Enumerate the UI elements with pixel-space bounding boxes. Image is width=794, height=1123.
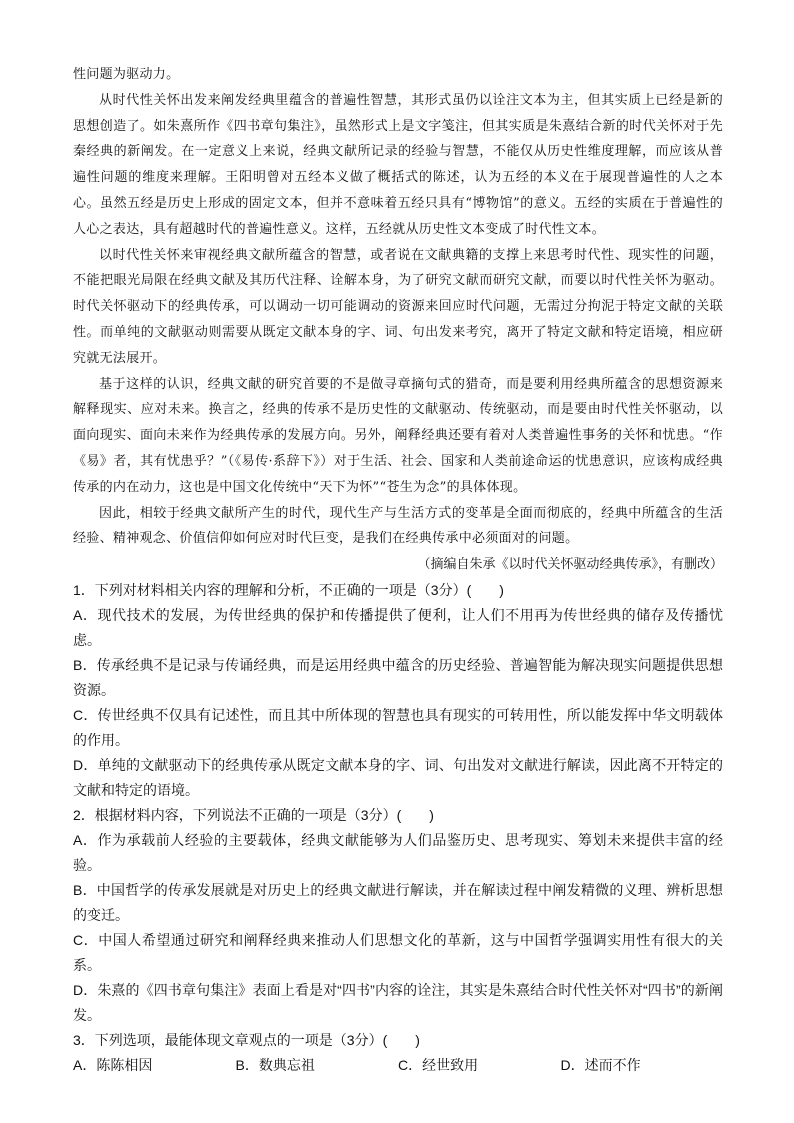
question-1-option-d: D．单纯的文献驱动下的经典传承从既定文献本身的字、词、句出发对文献进行解读，因此离不开特定的文献和特定的语境。 bbox=[73, 756, 723, 798]
passage-paragraph-4: 因此，相较于经典文献所产生的时代，现代生产与生活方式的变革是全面而彻底的，经典中所蕴含的生活经验、精神观念、价值信仰如何应对时代巨变，是我们在经典传承中必须面对的问题。 bbox=[73, 505, 723, 547]
question-3-stem: 3．下列选项，最能体现文章观点的一项是（3分）( ) bbox=[73, 1031, 420, 1048]
exam-page bbox=[73, 62, 723, 1078]
question-2-option-d: D．朱熹的《四书章句集注》表面上看是对“四书”内容的诠注，其实是朱熹结合时代性关怀对“四书”的新阐发。 bbox=[73, 981, 723, 1023]
question-2 bbox=[73, 803, 723, 1028]
question-3-options bbox=[73, 1053, 723, 1078]
question-1-option-c: C．传世经典不仅具有记述性，而且其中所体现的智慧也具有现实的可转用性，所以能发挥中华文明载体的作用。 bbox=[73, 706, 723, 748]
question-3-option-a: A．陈陈相因 bbox=[73, 1056, 153, 1073]
question-1-option-b: B．传承经典不是记录与传诵经典，而是运用经典中蕴含的历史经验、普遍智能为解决现实问题提供思想资源。 bbox=[73, 656, 723, 698]
passage-paragraph-0: 性问题为驱动力。 bbox=[73, 67, 180, 82]
question-3-option-d: D．述而不作 bbox=[560, 1056, 641, 1073]
question-2-stem: 2．根据材料内容，下列说法不正确的一项是（3分）( ) bbox=[73, 806, 434, 823]
passage-source: （摘编自朱承《以时代关怀驱动经典传承》，有删改） bbox=[417, 557, 723, 573]
question-2-option-b: B．中国哲学的传承发展就是对历史上的经典文献进行解读，并在解读过程中阐发精微的义理、辨析思想的变迁。 bbox=[73, 881, 723, 923]
question-1-option-a: A．现代技术的发展，为传世经典的保护和传播提供了便利，让人们不用再为传世经典的储存及传播忧虑。 bbox=[73, 606, 723, 648]
question-3-option-b: B．数典忘祖 bbox=[235, 1056, 315, 1073]
passage-paragraph-2: 以时代性关怀来审视经典文献所蕴含的智慧，或者说在文献典籍的支撑上来思考时代性、现实性的问题，不能把眼光局限在经典文献及其历代注释、诠解本身，为了研究文献而研究文献，而要以时代性关怀为驱动。时代关怀驱动下的经典传承，可以调动一切可能调动的资源来回应时代问题，无需过分拘泥于特定文献的关联性。而单纯的文献驱动则需要从既定文献本身的字、词、句出发来考究，离开了特定文献和特定语境，相应研究就无法展开。 bbox=[73, 247, 723, 366]
passage-paragraph-3: 基于这样的认识，经典文献的研究首要的不是做寻章摘句式的猎奇，而是要利用经典所蕴含的思想资源来解释现实、应对未来。换言之，经典的传承不是历史性的文献驱动、传统驱动，而是要由时代性关怀驱动，以面向现实、面向未来作为经典传承的发展方向。另外，阐释经典还要有着对人类普遍性事务的关怀和忧患。“作《易》者，其有忧患乎？”（《易传·系辞下》）对于生活、社会、国家和人类前途命运的忧患意识，应该构成经典传承的内在动力，这也是中国文化传统中“天下为怀”“苍生为念”的具体体现。 bbox=[73, 376, 723, 495]
passage-paragraph-1: 从时代性关怀出发来阐发经典里蕴含的普遍性智慧，其形式虽仍以诠注文本为主，但其实质上已经是新的思想创造了。如朱熹所作《四书章句集注》，虽然形式上是文字笺注，但其实质是朱熹结合新的时代关怀对于先秦经典的新阐发。在一定意义上来说，经典文献所记录的经验与智慧，不能仅从历史性维度理解，而应该从普遍性问题的维度来理解。王阳明曾对五经本义做了概括式的陈述，认为五经的本义在于展现普遍性的人之本心。虽然五经是历史上形成的固定文本，但并不意味着五经只具有“博物馆”的意义。五经的实质在于普遍性的人心之表达，具有超越时代的普遍性意义。这样，五经就从历史性文本变成了时代性文本。 bbox=[73, 92, 723, 237]
question-1 bbox=[73, 578, 723, 803]
question-2-option-a: A．作为承载前人经验的主要载体，经典文献能够为人们品鉴历史、思考现实、筹划未来提供丰富的经验。 bbox=[73, 831, 723, 873]
question-2-option-c: C．中国人希望通过研究和阐释经典来推动人们思想文化的革新，这与中国哲学强调实用性有很大的关系。 bbox=[73, 931, 723, 973]
question-3-option-c: C．经世致用 bbox=[398, 1056, 479, 1073]
question-1-stem: 1．下列对材料相关内容的理解和分析，不正确的一项是（3分）( ) bbox=[73, 581, 504, 598]
question-3 bbox=[73, 1028, 723, 1078]
